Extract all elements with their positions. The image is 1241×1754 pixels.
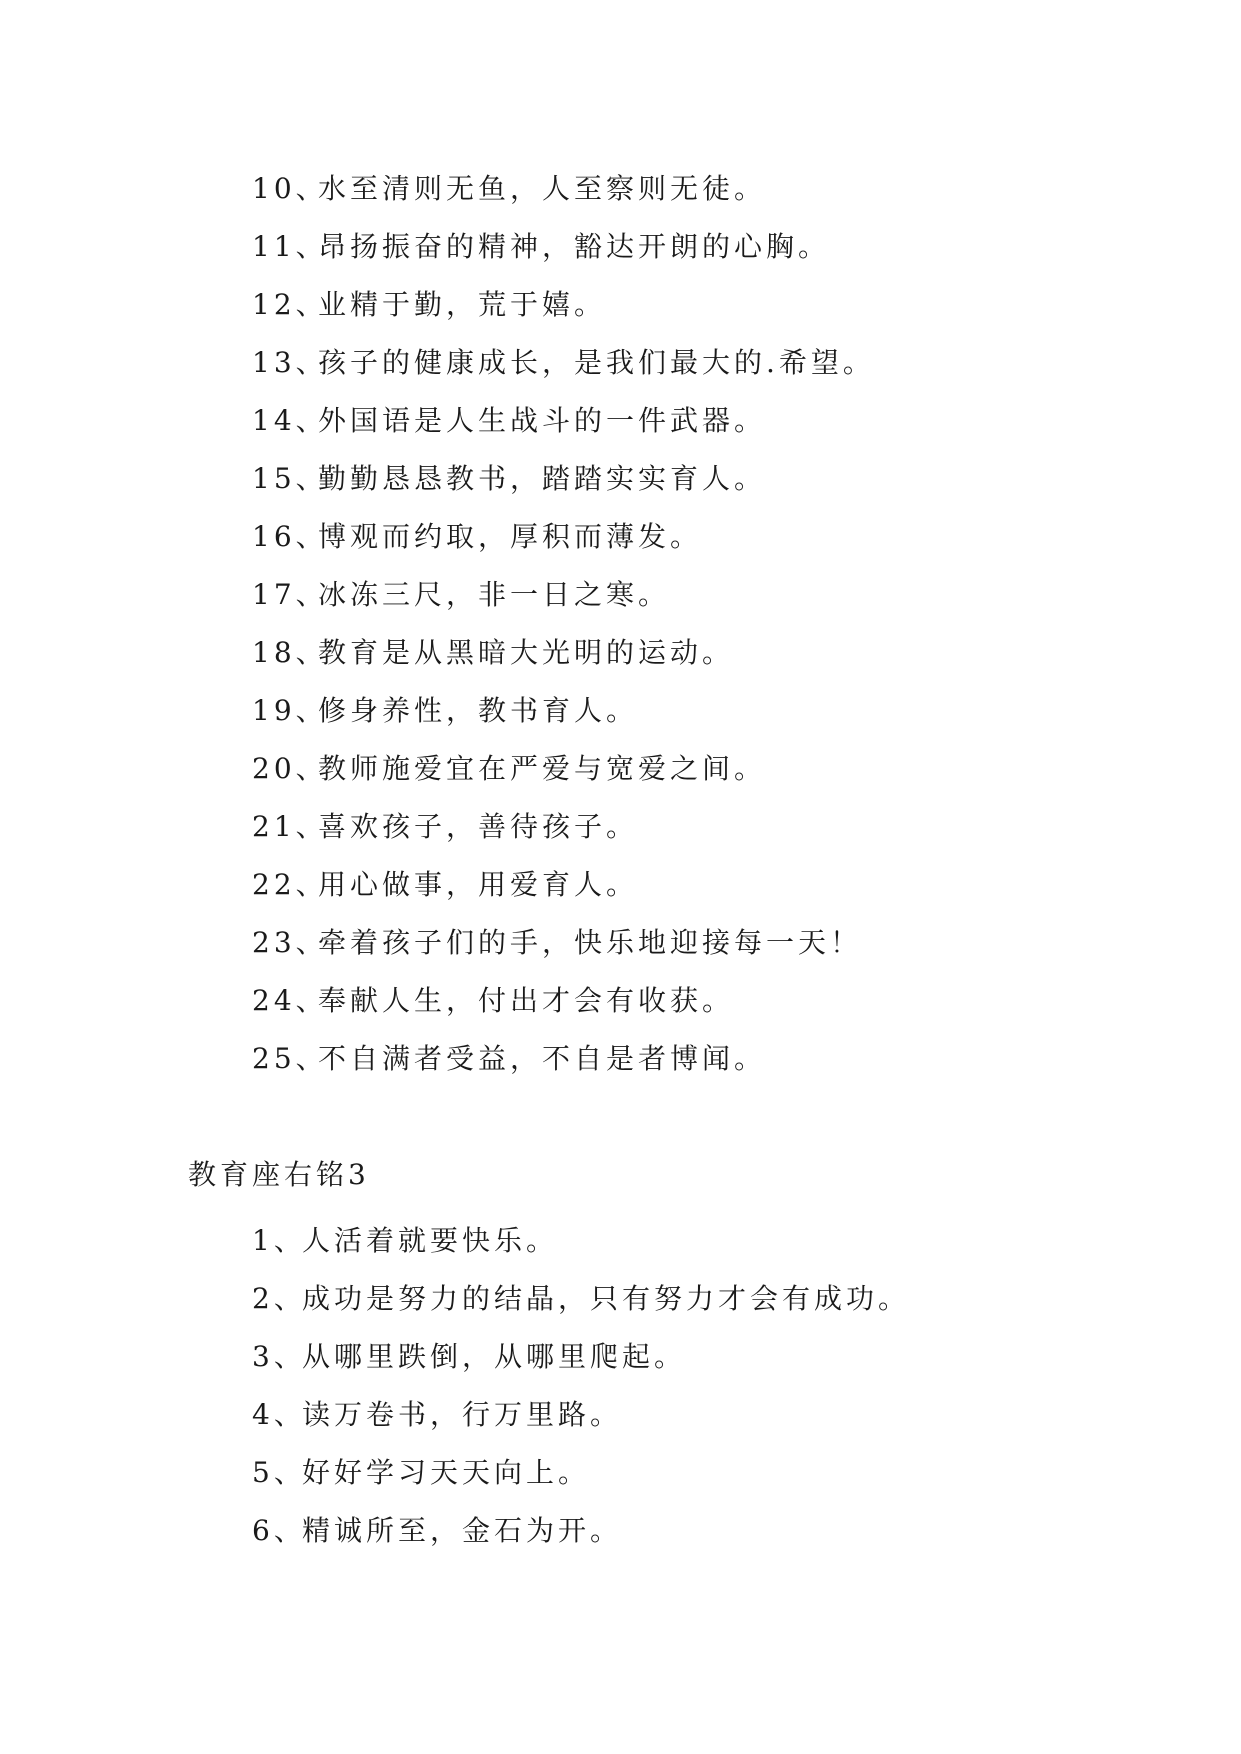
item-number: 11、 xyxy=(252,230,328,263)
item-text: 昂扬振奋的精神，豁达开朗的心胸。 xyxy=(318,230,831,263)
item-number: 19、 xyxy=(252,694,328,727)
item-text: 从哪里跌倒，从哪里爬起。 xyxy=(302,1340,687,1373)
item-number: 2、 xyxy=(252,1282,306,1315)
item-text: 人活着就要快乐。 xyxy=(302,1224,559,1257)
item-number: 18、 xyxy=(252,636,328,669)
item-text: 好好学习天天向上。 xyxy=(302,1456,591,1489)
item-number: 6、 xyxy=(252,1514,306,1547)
item-number: 13、 xyxy=(252,346,328,379)
item-number: 12、 xyxy=(252,288,328,321)
item-text: 博观而约取，厚积而薄发。 xyxy=(318,520,703,553)
item-number: 25、 xyxy=(252,1042,328,1075)
item-text: 水至清则无鱼，人至察则无徒。 xyxy=(318,172,767,205)
item-text: 教师施爱宜在严爱与宽爱之间。 xyxy=(318,752,767,785)
item-text: 成功是努力的结晶，只有努力才会有成功。 xyxy=(302,1282,911,1315)
item-text: 奉献人生，付出才会有收获。 xyxy=(318,984,735,1017)
item-number: 3、 xyxy=(252,1340,306,1373)
item-text: 勤勤恳恳教书，踏踏实实育人。 xyxy=(318,462,767,495)
item-text: 教育是从黑暗大光明的运动。 xyxy=(318,636,735,669)
item-number: 16、 xyxy=(252,520,328,553)
item-number: 17、 xyxy=(252,578,328,611)
item-text: 用心做事，用爱育人。 xyxy=(318,868,639,901)
item-number: 4、 xyxy=(252,1398,306,1431)
item-text: 修身养性，教书育人。 xyxy=(318,694,639,727)
item-number: 24、 xyxy=(252,984,328,1017)
item-number: 1、 xyxy=(252,1224,306,1257)
item-text: 精诚所至，金石为开。 xyxy=(302,1514,623,1547)
item-text: 冰冻三尺，非一日之寒。 xyxy=(318,578,671,611)
item-text: 业精于勤，荒于嬉。 xyxy=(318,288,607,321)
item-text: 孩子的健康成长，是我们最大的.希望。 xyxy=(318,346,875,379)
item-text: 喜欢孩子，善待孩子。 xyxy=(318,810,639,843)
item-text: 不自满者受益，不自是者博闻。 xyxy=(318,1042,767,1075)
item-text: 读万卷书，行万里路。 xyxy=(302,1398,623,1431)
item-number: 14、 xyxy=(252,404,328,437)
section-heading: 教育座右铭3 xyxy=(188,1158,370,1191)
item-number: 10、 xyxy=(252,172,328,205)
item-number: 23、 xyxy=(252,926,328,959)
item-text: 外国语是人生战斗的一件武器。 xyxy=(318,404,767,437)
item-number: 20、 xyxy=(252,752,328,785)
item-number: 15、 xyxy=(252,462,328,495)
item-number: 22、 xyxy=(252,868,328,901)
item-number: 21、 xyxy=(252,810,328,843)
item-number: 5、 xyxy=(252,1456,306,1489)
item-text: 牵着孩子们的手，快乐地迎接每一天！ xyxy=(318,926,863,959)
